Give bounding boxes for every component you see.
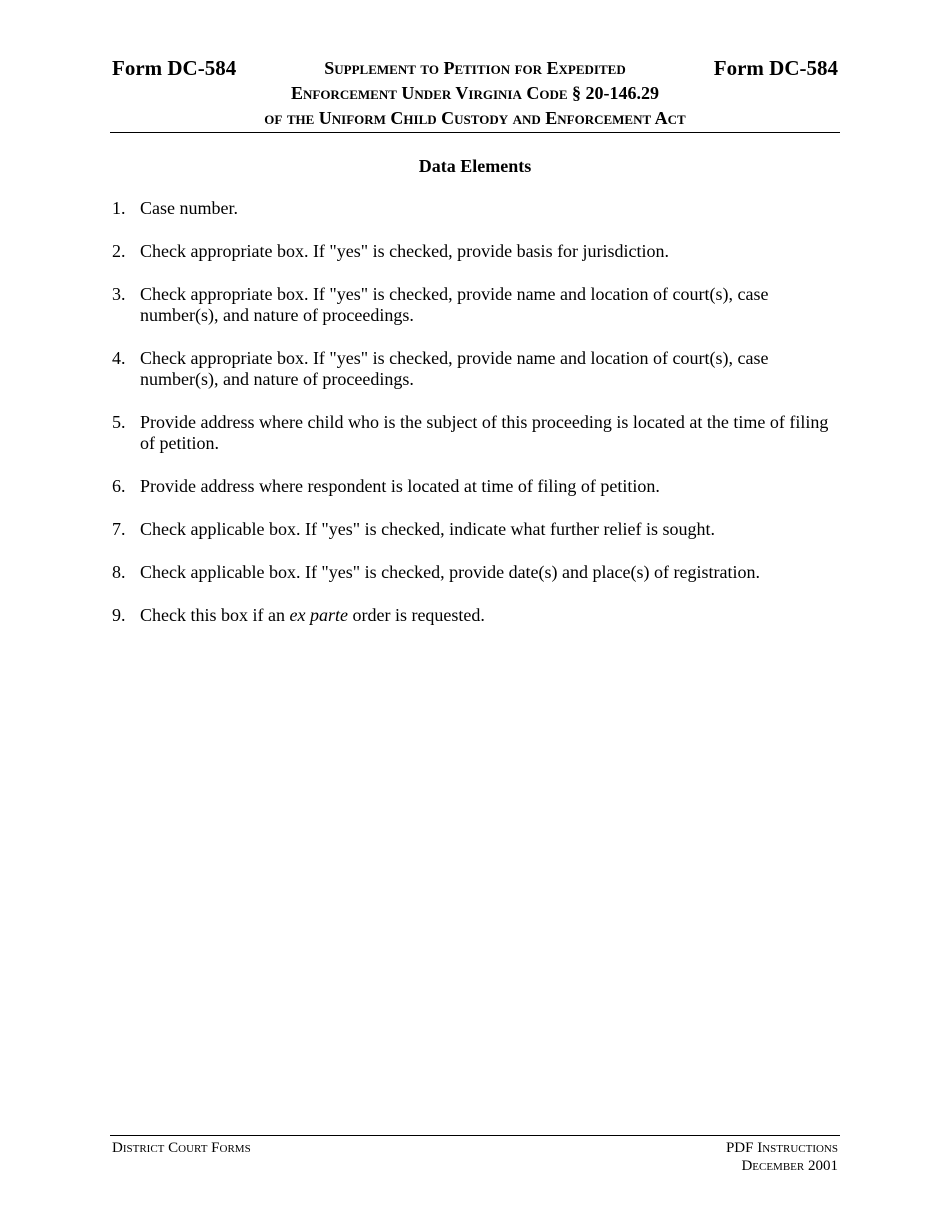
form-title-line-2: Enforcement Under Virginia Code § 20-146.29 [290,83,660,103]
item-text: Provide address where child who is the subject of this proceeding is located at the time of filing of petition. [140,412,829,453]
item-number: 4. [112,348,126,368]
item-text-before: Check this box if an [140,605,290,625]
footer-left-label: District Court Forms [112,1140,251,1156]
item-text-after: order is requested. [347,605,485,625]
document-page [110,0,840,1230]
list-item [110,519,840,540]
footer-right-block [726,1139,838,1175]
list-item [110,284,840,326]
item-number: 8. [112,562,126,582]
data-elements-list [110,198,840,648]
item-text: Check appropriate box. If "yes" is checked, provide basis for jurisdiction. [140,241,670,261]
footer-divider [110,1135,840,1136]
header-divider [110,132,840,133]
item-number: 9. [112,605,126,625]
item-text: Provide address where respondent is located at time of filing of petition. [140,476,660,496]
item-number: 5. [112,412,126,432]
form-number-right: Form DC-584 [713,56,838,80]
form-header [110,56,840,131]
form-title-line-3: of the Uniform Child Custody and Enforcement Act [264,108,686,128]
section-title: Data Elements [418,156,532,176]
list-item [110,412,840,454]
item-text-italic: ex parte [289,605,348,625]
header-line-1 [110,56,840,81]
item-text: Check applicable box. If "yes" is checked, provide date(s) and place(s) of registration. [140,562,760,582]
footer-right-line-1: PDF Instructions [725,1140,838,1156]
list-item [110,605,840,626]
item-text: Check applicable box. If "yes" is checked, indicate what further relief is sought. [140,519,715,539]
list-item [110,348,840,390]
form-title-line-1: Supplement to Petition for Expedited [324,58,626,78]
item-text: Check appropriate box. If "yes" is checked, provide name and location of court(s), case number(s), and nature of proceedings. [140,284,769,325]
item-text: Check appropriate box. If "yes" is checked, provide name and location of court(s), case number(s), and nature of proceedings. [140,348,769,389]
list-item [110,198,840,219]
item-number: 6. [112,476,126,496]
item-number: 7. [112,519,126,539]
item-number: 2. [112,241,126,261]
item-text: Case number. [140,198,238,218]
list-item [110,241,840,262]
form-number-left: Form DC-584 [112,56,237,80]
item-number: 3. [112,284,126,304]
item-number: 1. [112,198,126,218]
list-item [110,562,840,583]
list-item [110,476,840,497]
footer-right-line-2: December 2001 [741,1158,838,1174]
